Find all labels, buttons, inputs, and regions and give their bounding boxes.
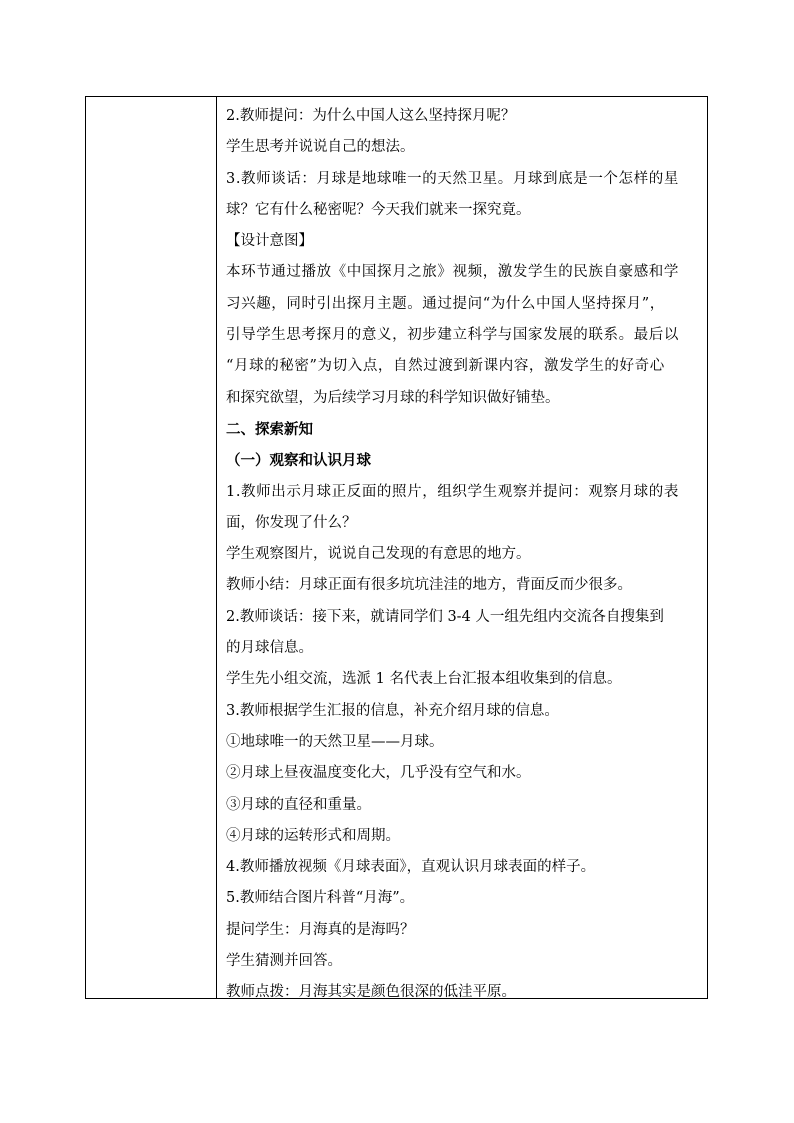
text-line: 习兴趣，同时引出探月主题。通过提问“为什么中国人坚持探月”，	[226, 295, 665, 312]
text-line: 教师小结：月球正面有很多坑坑洼洼的地方，背面反而少很多。	[226, 577, 632, 594]
text-line: 2.教师谈话：接下来，就请同学们 3-4 人一组先组内交流各自搜集到	[226, 608, 664, 625]
text-line: 引导学生思考探月的意义，初步建立科学与国家发展的联系。最后以	[226, 327, 679, 344]
table-left-cell	[86, 97, 217, 998]
text-line: 球？它有什么秘密呢？今天我们就来一探究竟。	[226, 201, 531, 218]
lesson-plan-table	[85, 96, 708, 999]
text-line: 提问学生：月海真的是海吗？	[226, 921, 415, 938]
text-line: 学生思考并说说自己的想法。	[226, 139, 415, 156]
text-line: 4.教师播放视频《月球表面》，直观认识月球表面的样子。	[226, 859, 596, 876]
text-line: 学生猜测并回答。	[226, 953, 342, 970]
text-line: 和探究欲望，为后续学习月球的科学知识做好铺垫。	[226, 389, 560, 406]
text-line: 教师点拨：月海其实是颜色很深的低洼平原。	[226, 984, 516, 1001]
text-line: 2.教师提问：为什么中国人这么坚持探月呢？	[226, 108, 516, 124]
text-line: 本环节通过播放《中国探月之旅》视频，激发学生的民族自豪感和学	[226, 264, 679, 281]
text-line: 1.教师出示月球正反面的照片，组织学生观察并提问：观察月球的表	[226, 483, 679, 500]
list-item: ④月球的运转形式和周期。	[226, 827, 400, 844]
text-line: 的月球信息。	[226, 640, 313, 657]
list-item: ①地球唯一的天然卫星——月球。	[226, 733, 444, 750]
section-note-heading: 【设计意图】	[226, 233, 313, 250]
text-line: 3.教师根据学生汇报的信息，补充介绍月球的信息。	[226, 702, 559, 719]
text-line: 5.教师结合图片科普“月海”。	[226, 890, 415, 907]
text-line: 学生先小组交流，选派 1 名代表上台汇报本组收集到的信息。	[226, 671, 622, 688]
list-item: ③月球的直径和重量。	[226, 796, 371, 813]
text-line: 3.教师谈话：月球是地球唯一的天然卫星。月球到底是一个怎样的星	[226, 170, 679, 187]
section-heading: 二、探索新知	[226, 420, 313, 438]
list-item: ②月球上昼夜温度变化大，几乎没有空气和水。	[226, 765, 531, 782]
text-line: 面，你发现了什么？	[226, 514, 357, 531]
text-line: 学生观察图片，说说自己发现的有意思的地方。	[226, 546, 531, 563]
text-line: “月球的秘密”为切入点，自然过渡到新课内容，激发学生的好奇心	[226, 358, 665, 375]
subsection-heading: （一）观察和认识月球	[226, 452, 371, 470]
table-right-cell	[217, 97, 707, 1001]
